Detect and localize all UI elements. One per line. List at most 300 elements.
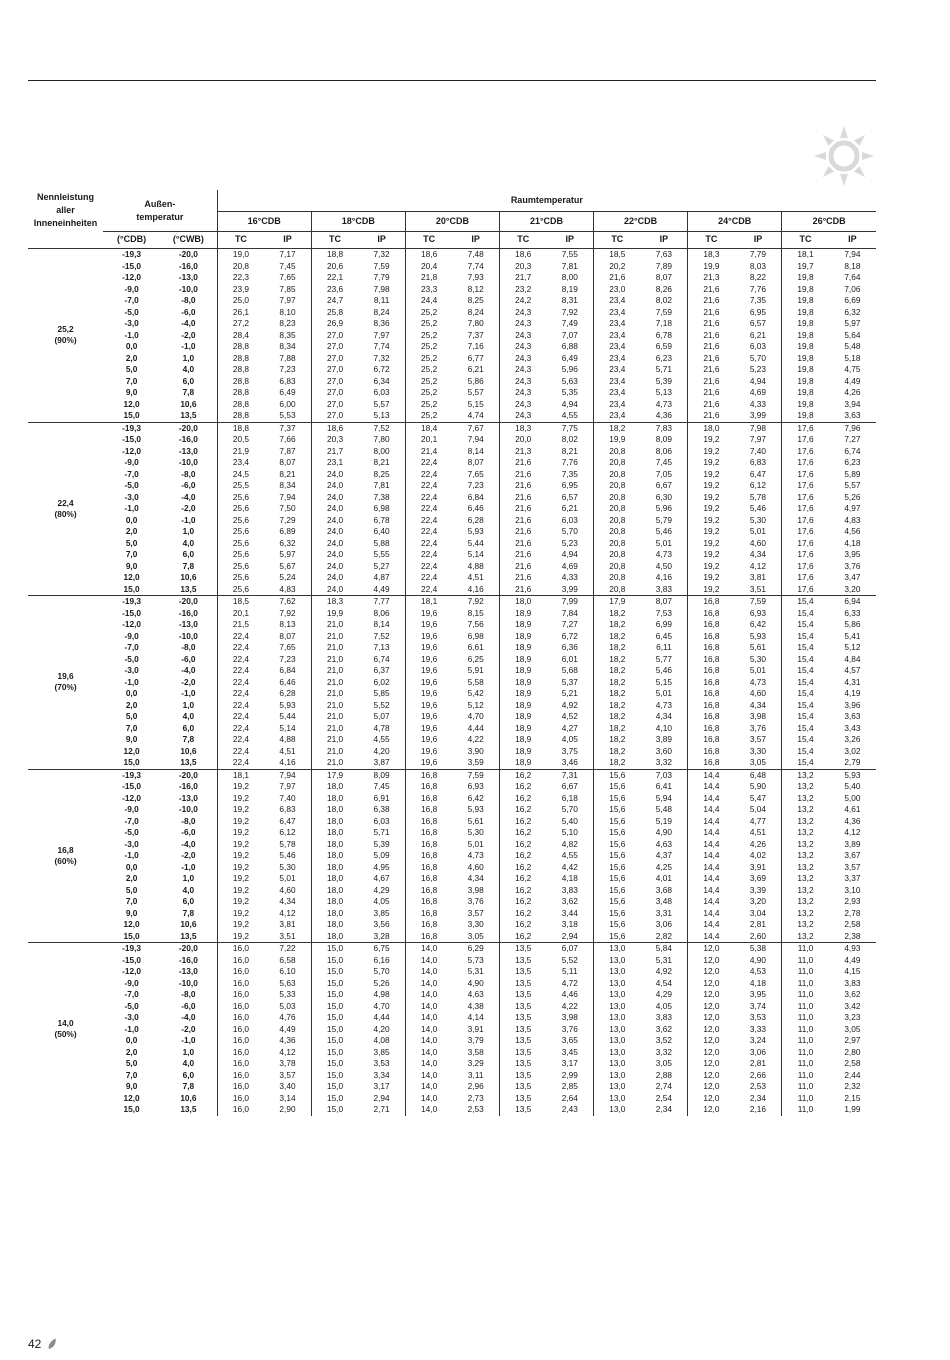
ip-cell: 6,95	[561, 480, 578, 490]
table-row	[28, 1070, 876, 1082]
ip-cell: 5,73	[467, 954, 484, 965]
tc-cell: 13,2	[782, 804, 829, 816]
ip-cell: 5,94	[655, 792, 672, 803]
tc-cell: 23,2	[499, 284, 546, 296]
tc-cell: 19,6	[405, 631, 452, 643]
tc-cell: 18,2	[594, 422, 641, 434]
ip-cell: 7,48	[452, 249, 499, 261]
ip-cell: 4,22	[467, 734, 484, 744]
header-tc: TC	[311, 232, 358, 249]
ip-cell: 6,57	[749, 318, 767, 328]
outdoor-cdb-cell: -1,0	[124, 850, 139, 860]
table-row	[28, 480, 876, 492]
ip-cell: 6,21	[467, 364, 484, 374]
table-row	[28, 839, 876, 851]
tc-cell: 28,8	[217, 399, 264, 411]
ip-cell: 8,00	[561, 272, 578, 282]
tc-cell: 18,9	[499, 711, 546, 723]
tc-cell: 21,6	[688, 353, 735, 365]
ip-cell: 3,98	[749, 711, 767, 721]
ip-cell: 3,11	[467, 1069, 484, 1080]
tc-cell: 13,2	[782, 827, 829, 839]
ip-cell: 7,59	[735, 596, 782, 608]
tc-cell: 18,0	[688, 422, 735, 434]
outdoor-cwb-cell: -2,0	[160, 503, 217, 515]
ip-cell: 4,49	[844, 375, 861, 386]
ip-cell: 4,67	[373, 873, 390, 883]
table-row	[28, 746, 876, 758]
header-room-temp: 22°CDB	[594, 212, 688, 232]
ip-cell: 3,68	[655, 884, 672, 895]
table-row	[28, 873, 876, 885]
table-row	[28, 549, 876, 561]
tc-cell: 21,6	[688, 318, 735, 330]
outdoor-cdb-cell: 7,0	[125, 549, 138, 559]
tc-cell: 16,8	[405, 896, 452, 908]
tc-cell: 18,2	[594, 711, 641, 723]
outdoor-cdb-cell: 15,0	[123, 757, 140, 767]
ip-cell: 3,42	[844, 1000, 861, 1011]
tc-cell: 13,2	[782, 908, 829, 920]
tc-cell: 25,6	[217, 526, 264, 538]
header-raumtemperatur: Raumtemperatur	[510, 194, 583, 205]
ip-cell: 7,76	[561, 457, 578, 467]
tc-cell: 18,9	[499, 608, 546, 620]
outdoor-cdb-cell: -15,0	[122, 954, 142, 965]
ip-cell: 7,65	[279, 642, 296, 652]
ip-cell: 3,99	[749, 410, 767, 420]
tc-cell: 13,0	[594, 989, 641, 1001]
ip-cell: 6,30	[655, 491, 672, 502]
tc-cell: 21,0	[311, 723, 358, 735]
ip-cell: 3,05	[655, 1058, 672, 1068]
tc-cell: 18,0	[311, 885, 358, 897]
ip-cell: 5,30	[467, 827, 484, 837]
ip-cell: 2,32	[844, 1081, 861, 1091]
ip-cell: 5,38	[735, 943, 782, 955]
ip-cell: 4,34	[279, 896, 296, 906]
ip-cell: 3,45	[561, 1046, 578, 1057]
tc-cell: 27,0	[311, 341, 358, 353]
tc-cell: 24,0	[311, 526, 358, 538]
tc-cell: 15,0	[311, 989, 358, 1001]
tc-cell: 19,6	[405, 711, 452, 723]
tc-cell: 25,5	[217, 480, 264, 492]
tc-cell: 17,6	[782, 549, 829, 561]
tc-cell: 23,4	[594, 353, 641, 365]
ip-cell: 5,46	[655, 665, 672, 675]
tc-cell: 28,8	[217, 353, 264, 365]
ip-cell: 7,94	[467, 434, 484, 444]
tc-cell: 16,8	[405, 827, 452, 839]
ip-cell: 8,35	[279, 329, 296, 340]
ip-cell: 6,01	[561, 653, 578, 664]
ip-cell: 4,01	[655, 873, 672, 883]
ip-cell: 7,38	[373, 491, 390, 502]
tc-cell: 17,6	[782, 457, 829, 469]
ip-cell: 3,26	[844, 734, 861, 744]
tc-cell: 19,2	[217, 781, 264, 793]
ip-cell: 7,97	[279, 781, 296, 791]
tc-cell: 18,9	[499, 619, 546, 631]
ip-cell: 6,67	[561, 781, 578, 791]
tc-cell: 26,9	[311, 318, 358, 330]
tc-cell: 18,2	[594, 665, 641, 677]
outdoor-cdb-cell: 2,0	[125, 526, 138, 536]
tc-cell: 18,0	[311, 827, 358, 839]
outdoor-cdb-cell: -1,0	[124, 503, 139, 513]
tc-cell: 19,2	[217, 793, 264, 805]
ip-cell: 2,94	[561, 930, 578, 941]
tc-cell: 16,2	[499, 769, 546, 781]
tc-cell: 24,0	[311, 503, 358, 515]
ip-cell: 4,82	[561, 838, 578, 849]
outdoor-cwb-cell: 1,0	[160, 873, 217, 885]
tc-cell: 15,6	[594, 896, 641, 908]
ip-cell: 6,46	[279, 676, 296, 687]
tc-cell: 20,8	[594, 549, 641, 561]
ip-cell: 2,81	[749, 919, 767, 929]
table-row	[28, 353, 876, 365]
table-row	[28, 272, 876, 284]
ip-cell: 6,93	[467, 781, 484, 791]
ip-cell: 5,79	[655, 514, 672, 525]
ip-cell: 4,05	[561, 734, 578, 744]
tc-cell: 21,6	[499, 457, 546, 469]
tc-cell: 18,2	[594, 654, 641, 666]
outdoor-cwb-cell: -1,0	[160, 515, 217, 527]
tc-cell: 19,2	[688, 446, 735, 458]
table-row	[28, 399, 876, 411]
outdoor-cwb-cell: -13,0	[160, 446, 217, 458]
ip-cell: 6,91	[373, 792, 390, 803]
ip-cell: 7,92	[452, 596, 499, 608]
header-room-temp: 16°CDB	[217, 212, 311, 232]
outdoor-cdb-cell: 2,0	[125, 352, 138, 363]
page-footer	[28, 1337, 57, 1351]
tc-cell: 23,4	[594, 376, 641, 388]
tc-cell: 18,9	[499, 654, 546, 666]
ip-cell: 5,04	[749, 804, 767, 814]
table-row	[28, 908, 876, 920]
ip-cell: 6,46	[467, 503, 484, 513]
outdoor-cwb-cell: 10,6	[160, 746, 217, 758]
ip-cell: 3,47	[844, 572, 861, 582]
tc-cell: 24,7	[311, 295, 358, 307]
ip-cell: 5,01	[655, 537, 672, 548]
ip-cell: 6,83	[749, 457, 767, 467]
tc-cell: 22,4	[405, 526, 452, 538]
tc-cell: 23,1	[311, 457, 358, 469]
ip-cell: 6,28	[279, 688, 296, 698]
ip-cell: 3,32	[655, 757, 672, 767]
header-room-temp: 21°CDB	[499, 212, 593, 232]
tc-cell: 20,8	[594, 538, 641, 550]
ip-cell: 6,77	[467, 352, 484, 363]
tc-cell: 19,2	[688, 561, 735, 573]
ip-cell: 8,25	[467, 295, 484, 305]
ip-cell: 4,52	[561, 711, 578, 721]
ip-cell: 2,79	[844, 757, 861, 767]
tc-cell: 27,0	[311, 364, 358, 376]
ip-cell: 4,97	[844, 503, 861, 513]
tc-cell: 17,6	[782, 515, 829, 527]
tc-cell: 13,0	[594, 1058, 641, 1070]
table-row	[28, 978, 876, 990]
ip-cell: 2,58	[844, 919, 861, 929]
page-number: 42	[28, 1337, 42, 1351]
outdoor-cwb-cell: 1,0	[160, 1047, 217, 1059]
outdoor-cdb-cell: -1,0	[124, 329, 139, 340]
table-row	[28, 526, 876, 538]
table-row	[28, 330, 876, 342]
ip-cell: 7,81	[373, 480, 390, 490]
tc-cell: 19,6	[405, 723, 452, 735]
ip-cell: 3,76	[749, 722, 767, 733]
tc-cell: 16,2	[499, 793, 546, 805]
tc-cell: 14,4	[688, 850, 735, 862]
tc-cell: 15,6	[594, 908, 641, 920]
ip-cell: 7,23	[279, 364, 296, 374]
outdoor-cdb-cell: 5,0	[125, 364, 138, 374]
ip-cell: 2,97	[844, 1035, 861, 1045]
tc-cell: 15,6	[594, 804, 641, 816]
tc-cell: 16,8	[405, 804, 452, 816]
outdoor-cwb-cell: -8,0	[160, 816, 217, 828]
tc-cell: 15,0	[311, 966, 358, 978]
outdoor-cwb-cell: -4,0	[160, 665, 217, 677]
tc-cell: 18,8	[311, 249, 358, 261]
ip-cell: 8,34	[279, 341, 296, 351]
ip-cell: 6,32	[844, 306, 861, 317]
ip-cell: 6,21	[749, 329, 767, 340]
ip-cell: 3,83	[655, 583, 672, 594]
ip-cell: 3,85	[373, 907, 390, 918]
outdoor-cdb-cell: -1,0	[124, 1023, 139, 1034]
ip-cell: 5,70	[749, 352, 767, 363]
ip-cell: 8,12	[467, 283, 484, 294]
ip-cell: 4,92	[655, 966, 672, 976]
ip-cell: 8,07	[279, 457, 296, 467]
tc-cell: 20,6	[311, 261, 358, 273]
ip-cell: 5,23	[749, 364, 767, 374]
tc-cell: 18,0	[311, 781, 358, 793]
tc-cell: 28,8	[217, 341, 264, 353]
ip-cell: 4,60	[749, 688, 767, 698]
tc-cell: 15,4	[782, 757, 829, 769]
tc-cell: 24,3	[499, 341, 546, 353]
tc-cell: 13,2	[782, 839, 829, 851]
tc-cell: 16,2	[499, 908, 546, 920]
tc-cell: 21,6	[688, 399, 735, 411]
ip-cell: 3,05	[749, 757, 767, 767]
ip-cell: 7,16	[467, 341, 484, 351]
ip-cell: 3,95	[844, 549, 861, 559]
table-row	[28, 700, 876, 712]
tc-cell: 18,9	[499, 734, 546, 746]
ip-cell: 6,99	[655, 619, 672, 629]
header-cdb-unit: (°CDB)	[103, 232, 160, 249]
ip-cell: 3,56	[373, 919, 390, 929]
ip-cell: 6,40	[373, 526, 390, 536]
tc-cell: 14,4	[688, 839, 735, 851]
tc-cell: 11,0	[782, 989, 829, 1001]
ip-cell: 8,06	[373, 607, 390, 618]
ip-cell: 5,63	[279, 977, 296, 988]
ip-cell: 2,99	[561, 1069, 578, 1080]
outdoor-cdb-cell: 15,0	[123, 1104, 140, 1114]
table-row	[28, 665, 876, 677]
outdoor-cdb-cell: -19,3	[103, 596, 160, 608]
tc-cell: 16,2	[499, 827, 546, 839]
tc-cell: 22,4	[217, 631, 264, 643]
tc-cell: 16,2	[499, 873, 546, 885]
ip-cell: 4,60	[467, 861, 484, 872]
tc-cell: 21,6	[499, 526, 546, 538]
tc-cell: 15,6	[594, 827, 641, 839]
tc-cell: 13,2	[782, 793, 829, 805]
outdoor-cdb-cell: 12,0	[123, 919, 140, 929]
ip-cell: 3,98	[561, 1012, 578, 1022]
tc-cell: 27,0	[311, 387, 358, 399]
tc-cell: 20,8	[594, 561, 641, 573]
ip-cell: 8,31	[561, 295, 578, 305]
table-row	[28, 816, 876, 828]
outdoor-cdb-cell: 9,0	[125, 387, 138, 397]
tc-cell: 15,0	[311, 1070, 358, 1082]
ip-cell: 4,12	[749, 560, 767, 571]
ip-cell: 3,17	[561, 1058, 578, 1068]
tc-cell: 15,0	[311, 1047, 358, 1059]
header-room-temp: 24°CDB	[688, 212, 782, 232]
ip-cell: 4,16	[655, 572, 672, 582]
table-row	[28, 307, 876, 319]
ip-cell: 6,25	[467, 653, 484, 664]
ip-cell: 6,59	[655, 341, 672, 351]
ip-cell: 4,73	[749, 676, 767, 687]
tc-cell: 22,4	[217, 757, 264, 769]
tc-cell: 13,2	[782, 931, 829, 943]
table-row	[28, 943, 876, 955]
tc-cell: 22,4	[405, 480, 452, 492]
ip-cell: 4,69	[561, 560, 578, 571]
ip-cell: 6,12	[749, 480, 767, 490]
ip-cell: 7,63	[641, 249, 688, 261]
outdoor-cwb-cell: -16,0	[160, 434, 217, 446]
ip-cell: 4,46	[561, 989, 578, 999]
ip-cell: 8,21	[373, 457, 390, 467]
tc-cell: 23,4	[594, 364, 641, 376]
tc-cell: 22,4	[217, 677, 264, 689]
ip-cell: 2,54	[655, 1092, 672, 1103]
ip-cell: 7,98	[735, 422, 782, 434]
tc-cell: 22,4	[405, 457, 452, 469]
outdoor-cwb-cell: -13,0	[160, 272, 217, 284]
outdoor-cdb-cell: 0,0	[125, 341, 138, 351]
tc-cell: 16,0	[217, 1047, 264, 1059]
tc-cell: 12,0	[688, 989, 735, 1001]
table-row	[28, 318, 876, 330]
header-ip: IP	[547, 232, 594, 249]
ip-cell: 3,89	[844, 838, 861, 849]
ip-cell: 3,91	[467, 1023, 484, 1034]
outdoor-cwb-cell: 1,0	[160, 700, 217, 712]
tc-cell: 12,0	[688, 1001, 735, 1013]
ip-cell: 4,37	[655, 850, 672, 860]
ip-cell: 5,19	[655, 815, 672, 826]
ip-cell: 3,89	[655, 734, 672, 744]
tc-cell: 16,2	[499, 850, 546, 862]
tc-cell: 13,0	[594, 1035, 641, 1047]
ip-cell: 4,60	[279, 884, 296, 895]
ip-cell: 8,02	[655, 295, 672, 305]
tc-cell: 24,3	[499, 330, 546, 342]
ip-cell: 5,55	[373, 549, 390, 559]
tc-cell: 19,2	[217, 850, 264, 862]
ip-cell: 4,63	[655, 838, 672, 849]
tc-cell: 16,8	[688, 608, 735, 620]
tc-cell: 27,0	[311, 353, 358, 365]
tc-cell: 20,8	[594, 584, 641, 596]
tc-cell: 16,0	[217, 1104, 264, 1116]
tc-cell: 18,0	[311, 850, 358, 862]
tc-cell: 13,0	[594, 1024, 641, 1036]
tc-cell: 23,4	[594, 341, 641, 353]
ip-cell: 4,50	[655, 560, 672, 571]
ip-cell: 4,75	[844, 364, 861, 374]
tc-cell: 19,0	[217, 249, 264, 261]
ip-cell: 5,14	[467, 549, 484, 559]
ip-cell: 5,93	[467, 526, 484, 536]
ip-cell: 5,01	[749, 665, 767, 675]
ip-cell: 2,64	[561, 1092, 578, 1103]
header-room-temp: 26°CDB	[782, 212, 876, 232]
tc-cell: 20,8	[594, 515, 641, 527]
ip-cell: 5,70	[561, 804, 578, 814]
outdoor-cdb-cell: 7,0	[125, 375, 138, 386]
ip-cell: 5,30	[749, 514, 767, 525]
ip-cell: 8,36	[373, 318, 390, 328]
tc-cell: 19,8	[782, 364, 829, 376]
ip-cell: 6,21	[561, 503, 578, 513]
tc-cell: 25,6	[217, 584, 264, 596]
ip-cell: 5,48	[844, 341, 861, 351]
ip-cell: 8,14	[467, 445, 484, 456]
tc-cell: 15,6	[594, 839, 641, 851]
table-row	[28, 295, 876, 307]
tc-cell: 18,2	[594, 734, 641, 746]
tc-cell: 24,0	[311, 469, 358, 481]
tc-cell: 28,4	[217, 330, 264, 342]
ip-cell: 4,26	[844, 387, 861, 397]
header-ip: IP	[358, 232, 405, 249]
tc-cell: 11,0	[782, 966, 829, 978]
tc-cell: 27,2	[217, 318, 264, 330]
ip-cell: 5,37	[561, 676, 578, 687]
ip-cell: 4,36	[655, 410, 672, 420]
ip-cell: 8,03	[749, 260, 767, 271]
ip-cell: 6,83	[279, 804, 296, 814]
tc-cell: 24,3	[499, 399, 546, 411]
tc-cell: 18,2	[594, 757, 641, 769]
tc-cell: 17,6	[782, 572, 829, 584]
ip-cell: 5,26	[373, 977, 390, 988]
tc-cell: 19,2	[217, 873, 264, 885]
tc-cell: 15,6	[594, 816, 641, 828]
ip-cell: 3,90	[467, 745, 484, 756]
tc-cell: 13,0	[594, 1001, 641, 1013]
table-row	[28, 1093, 876, 1105]
